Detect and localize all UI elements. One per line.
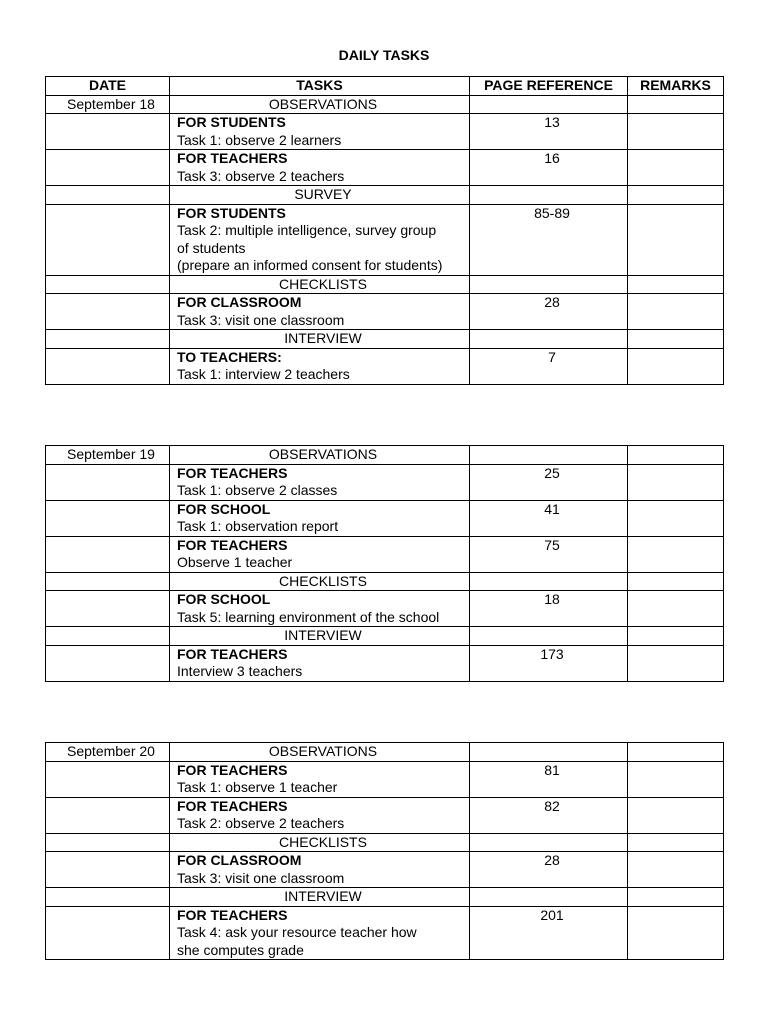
task-description: Task 3: visit one classroom [177, 869, 345, 886]
date-cell-empty [46, 572, 170, 591]
task-cell [170, 761, 470, 797]
task-description: she computes grade [177, 941, 304, 958]
table-row [46, 591, 724, 627]
date-cell-empty [46, 150, 170, 186]
daily-tasks-table-sep-20 [45, 742, 724, 960]
date-cell-empty [46, 464, 170, 500]
remarks-column-header: REMARKS [628, 77, 724, 96]
table-row [46, 906, 724, 960]
date-cell-empty [46, 186, 170, 205]
date-cell-empty [46, 294, 170, 330]
task-cell [170, 906, 470, 960]
date-cell-empty [46, 500, 170, 536]
remarks-cell [628, 446, 724, 465]
task-heading: FOR TEACHERS [177, 906, 288, 923]
task-cell [170, 591, 470, 627]
page-title: DAILY TASKS [338, 47, 430, 63]
task-cell [170, 348, 470, 384]
daily-tasks-table-sep-19 [45, 445, 724, 682]
remarks-cell [628, 348, 724, 384]
section-row [46, 572, 724, 591]
date-cell-empty [46, 761, 170, 797]
task-description: Task 3: observe 2 teachers [177, 167, 345, 184]
task-heading: FOR CLASSROOM [177, 294, 302, 310]
daily-tasks-table-sep-18 [45, 76, 724, 385]
remarks-cell [628, 204, 724, 275]
section-row [46, 627, 724, 646]
remarks-cell [628, 275, 724, 294]
task-cell [170, 294, 470, 330]
section-title: OBSERVATIONS [170, 95, 470, 114]
section-row [46, 833, 724, 852]
task-description: Task 5: learning environment of the school [177, 608, 440, 625]
task-description: Task 3: visit one classroom [177, 311, 345, 328]
date-cell-empty [46, 627, 170, 646]
page-reference: 7 [470, 348, 628, 384]
section-row [46, 446, 724, 465]
page-reference: 28 [470, 852, 628, 888]
date-cell-empty [46, 348, 170, 384]
remarks-cell [628, 95, 724, 114]
task-cell [170, 150, 470, 186]
task-heading: FOR TEACHERS [177, 464, 288, 481]
remarks-cell [628, 536, 724, 572]
task-cell [170, 536, 470, 572]
page-reference: 81 [470, 761, 628, 797]
page-cell-empty [470, 186, 628, 205]
date-cell-empty [46, 852, 170, 888]
remarks-cell [628, 743, 724, 762]
date-cell: September 18 [46, 95, 170, 114]
task-description: Observe 1 teacher [177, 554, 293, 570]
remarks-cell [628, 186, 724, 205]
task-cell [170, 797, 470, 833]
task-heading: FOR TEACHERS [177, 797, 288, 814]
table-row [46, 761, 724, 797]
remarks-cell [628, 591, 724, 627]
task-heading: FOR TEACHERS [177, 150, 288, 166]
date-cell: September 20 [46, 743, 170, 762]
page-reference: 16 [470, 150, 628, 186]
page-cell-empty [470, 833, 628, 852]
remarks-cell [628, 572, 724, 591]
task-description: Interview 3 teachers [177, 663, 303, 679]
remarks-cell [628, 500, 724, 536]
page-reference: 201 [470, 906, 628, 960]
page-reference: 25 [470, 464, 628, 500]
remarks-cell [628, 906, 724, 960]
task-cell [170, 114, 470, 150]
table-row [46, 348, 724, 384]
date-cell-empty [46, 797, 170, 833]
section-title: CHECKLISTS [170, 572, 470, 591]
section-row [46, 330, 724, 349]
remarks-cell [628, 888, 724, 907]
remarks-cell [628, 761, 724, 797]
task-cell [170, 852, 470, 888]
page-cell-empty [470, 95, 628, 114]
table-row [46, 204, 724, 275]
tasks-column-header: TASKS [170, 77, 470, 96]
task-description: of students [177, 239, 246, 256]
task-description: Task 2: multiple intelligence, survey group [177, 222, 437, 238]
section-title: CHECKLISTS [170, 833, 470, 852]
remarks-cell [628, 464, 724, 500]
section-title: INTERVIEW [170, 627, 470, 646]
section-title: OBSERVATIONS [170, 743, 470, 762]
task-cell [170, 645, 470, 681]
table-row [46, 294, 724, 330]
page-cell-empty [470, 888, 628, 907]
task-heading: FOR SCHOOL [177, 500, 271, 517]
section-title: OBSERVATIONS [170, 446, 470, 465]
table-row [46, 852, 724, 888]
page-cell-empty [470, 627, 628, 646]
date-cell-empty [46, 906, 170, 960]
section-title: SURVEY [170, 186, 470, 205]
section-title: INTERVIEW [170, 888, 470, 907]
task-description: Task 1: observe 1 teacher [177, 779, 338, 795]
page-reference: 75 [470, 536, 628, 572]
section-row [46, 275, 724, 294]
section-title: INTERVIEW [170, 330, 470, 349]
table-row [46, 500, 724, 536]
task-description: (prepare an informed consent for students) [177, 257, 443, 273]
section-title: CHECKLISTS [170, 275, 470, 294]
page-cell-empty [470, 330, 628, 349]
section-row [46, 95, 724, 114]
table-row [46, 150, 724, 186]
task-heading: FOR TEACHERS [177, 536, 288, 553]
section-row [46, 743, 724, 762]
table-row [46, 797, 724, 833]
date-cell-empty [46, 591, 170, 627]
task-description: Task 4: ask your resource teacher how [177, 924, 417, 940]
remarks-cell [628, 330, 724, 349]
page-reference: 82 [470, 797, 628, 833]
task-description: Task 1: observe 2 classes [177, 482, 338, 498]
date-column-header: DATE [46, 77, 170, 96]
task-description: Task 2: observe 2 teachers [177, 815, 345, 831]
page-reference: 28 [470, 294, 628, 330]
remarks-cell [628, 797, 724, 833]
section-row [46, 186, 724, 205]
page-reference: 41 [470, 500, 628, 536]
remarks-cell [628, 852, 724, 888]
table-row [46, 536, 724, 572]
date-cell: September 19 [46, 446, 170, 465]
date-cell-empty [46, 536, 170, 572]
task-heading: FOR TEACHERS [177, 645, 288, 662]
page-reference: 13 [470, 114, 628, 150]
task-description: Task 1: observe 2 learners [177, 131, 342, 148]
task-description: Task 1: interview 2 teachers [177, 366, 350, 382]
task-heading: FOR SCHOOL [177, 591, 271, 607]
table-row [46, 114, 724, 150]
task-heading: FOR STUDENTS [177, 204, 286, 221]
date-cell-empty [46, 888, 170, 907]
page-cell-empty [470, 446, 628, 465]
table-row [46, 464, 724, 500]
table-row [46, 645, 724, 681]
page-cell-empty [470, 572, 628, 591]
page-reference-column-header: PAGE REFERENCE [470, 77, 628, 96]
section-row [46, 888, 724, 907]
remarks-cell [628, 114, 724, 150]
page-reference: 85-89 [470, 204, 628, 275]
remarks-cell [628, 294, 724, 330]
task-heading: TO TEACHERS: [177, 348, 282, 365]
remarks-cell [628, 833, 724, 852]
task-cell [170, 464, 470, 500]
task-heading: FOR TEACHERS [177, 761, 288, 778]
task-heading: FOR CLASSROOM [177, 852, 302, 868]
date-cell-empty [46, 330, 170, 349]
remarks-cell [628, 627, 724, 646]
page-cell-empty [470, 275, 628, 294]
table-header-row [46, 77, 724, 96]
date-cell-empty [46, 114, 170, 150]
page-cell-empty [470, 743, 628, 762]
task-description: Task 1: observation report [177, 518, 339, 534]
page-reference: 173 [470, 645, 628, 681]
date-cell-empty [46, 204, 170, 275]
date-cell-empty [46, 645, 170, 681]
page-reference: 18 [470, 591, 628, 627]
date-cell-empty [46, 275, 170, 294]
task-cell [170, 500, 470, 536]
remarks-cell [628, 150, 724, 186]
date-cell-empty [46, 833, 170, 852]
remarks-cell [628, 645, 724, 681]
task-heading: FOR STUDENTS [177, 114, 286, 130]
task-cell [170, 204, 470, 275]
